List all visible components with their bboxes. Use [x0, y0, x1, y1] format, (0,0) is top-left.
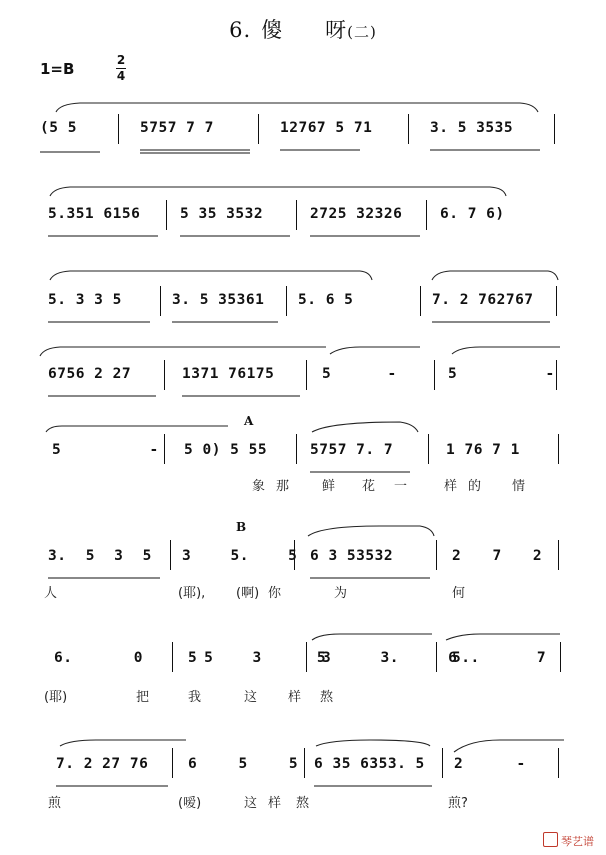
watermark-text: 琴艺谱 [561, 835, 594, 848]
measure: 5 0) 5 55 [184, 442, 268, 458]
measure: 12767 5 71 [280, 120, 373, 136]
measure: 2 7 2 [452, 548, 543, 564]
bar-line [556, 286, 557, 316]
song-title-part-1: 傻 [261, 18, 284, 42]
lyric: (耶), [178, 586, 206, 601]
lyric: 一 [394, 479, 408, 494]
lyric: 的 [468, 479, 482, 494]
lyric: 把 [136, 690, 150, 705]
song-title-suffix: (二) [347, 23, 377, 41]
time-signature-top: 2 [116, 53, 126, 67]
measure: 5 3 5 [188, 650, 327, 666]
lyric: (嗳) [178, 796, 202, 811]
lyric: 熬 [296, 796, 310, 811]
measure: 6 35 6353. 5 [314, 756, 425, 772]
measure: 2725 32326 [310, 206, 403, 222]
measure: 6 5 5 [188, 756, 299, 772]
measure: 5.. 7 [452, 650, 547, 666]
lyric: 我 [188, 690, 202, 705]
bar-line [258, 114, 259, 144]
measure: 5. 3 3 5 [48, 292, 122, 308]
measure: 3 3. 6 [322, 650, 458, 666]
measure: 3 5. 5 [182, 548, 298, 564]
bar-line [442, 748, 443, 778]
bar-line [304, 748, 305, 778]
lyric: 样 [288, 690, 302, 705]
bar-line [164, 434, 165, 464]
lyric: 那 [276, 479, 290, 494]
lyric: 样 [444, 479, 458, 494]
bar-line [172, 642, 173, 672]
bar-line [170, 540, 171, 570]
measure: 6. 0 5 [54, 650, 214, 666]
bar-line [558, 434, 559, 464]
bar-line [172, 748, 173, 778]
measure: 3. 5 35361 [172, 292, 265, 308]
measure: 5 35 3532 [180, 206, 264, 222]
measure: 2 - [454, 756, 526, 772]
watermark-logo-icon [543, 832, 558, 847]
measure: 1371 76175 [182, 366, 275, 382]
bar-line [420, 286, 421, 316]
lyric: (啊) [236, 586, 260, 601]
measure: 5 - [322, 366, 421, 382]
bar-line [294, 540, 295, 570]
bar-line [556, 360, 557, 390]
bar-line [428, 434, 429, 464]
lyric: 花 [362, 479, 376, 494]
bar-line [160, 286, 161, 316]
lyric: 鲜 [322, 479, 336, 494]
measure: 6756 2 27 [48, 366, 132, 382]
lyric: 熬 [320, 690, 334, 705]
song-title-part-2: 呀 [325, 18, 348, 42]
measure: 7. 2 27 76 [56, 756, 149, 772]
measure: 5.351 6156 [48, 206, 141, 222]
bar-line [426, 200, 427, 230]
song-number: 6. [229, 18, 252, 42]
measure: (5 5 [40, 120, 77, 136]
lyric: 何 [452, 586, 466, 601]
bar-line [118, 114, 119, 144]
time-signature-bottom: 4 [116, 69, 126, 83]
watermark [543, 832, 594, 849]
measure: 5757 7 7 [140, 120, 214, 136]
bar-line [436, 642, 437, 672]
section-mark-b: B [236, 520, 247, 534]
bar-line [436, 540, 437, 570]
measure: 3. 5 3 5 [48, 548, 152, 564]
time-signature [116, 54, 126, 83]
lyric: 人 [44, 586, 58, 601]
lyric: 这 [244, 690, 258, 705]
bar-line [558, 748, 559, 778]
bar-line [286, 286, 287, 316]
lyric: 你 [268, 586, 282, 601]
lyric: 煎 [48, 796, 62, 811]
lyric: (耶) [44, 690, 68, 705]
bar-line [164, 360, 165, 390]
song-title [0, 14, 606, 44]
lyric: 这 [244, 796, 258, 811]
measure: 6 3 53532 [310, 548, 394, 564]
bar-line [296, 434, 297, 464]
measure: 6. 7 6) [440, 206, 505, 222]
measure: 5 - [52, 442, 199, 458]
bar-line [434, 360, 435, 390]
bar-line [408, 114, 409, 144]
bar-line [560, 642, 561, 672]
section-mark-a: A [244, 414, 254, 428]
bar-line [296, 200, 297, 230]
lyric: 样 [268, 796, 282, 811]
bar-line [554, 114, 555, 144]
bar-line [306, 360, 307, 390]
bar-line [166, 200, 167, 230]
lyric: 为 [334, 586, 348, 601]
measure: 5 - [448, 366, 595, 382]
lyric: 象 [252, 479, 266, 494]
measure: 5. 6 5 [298, 292, 354, 308]
key-signature: 1=B [40, 60, 75, 78]
bar-line [558, 540, 559, 570]
measure: 5757 7. 7 [310, 442, 394, 458]
measure: 7. 2 762767 [432, 292, 534, 308]
bar-line [306, 642, 307, 672]
measure: 1 76 7 1 [446, 442, 520, 458]
lyric: 情 [512, 479, 526, 494]
measure: 3. 5 3535 [430, 120, 514, 136]
lyric: 煎? [448, 796, 468, 811]
